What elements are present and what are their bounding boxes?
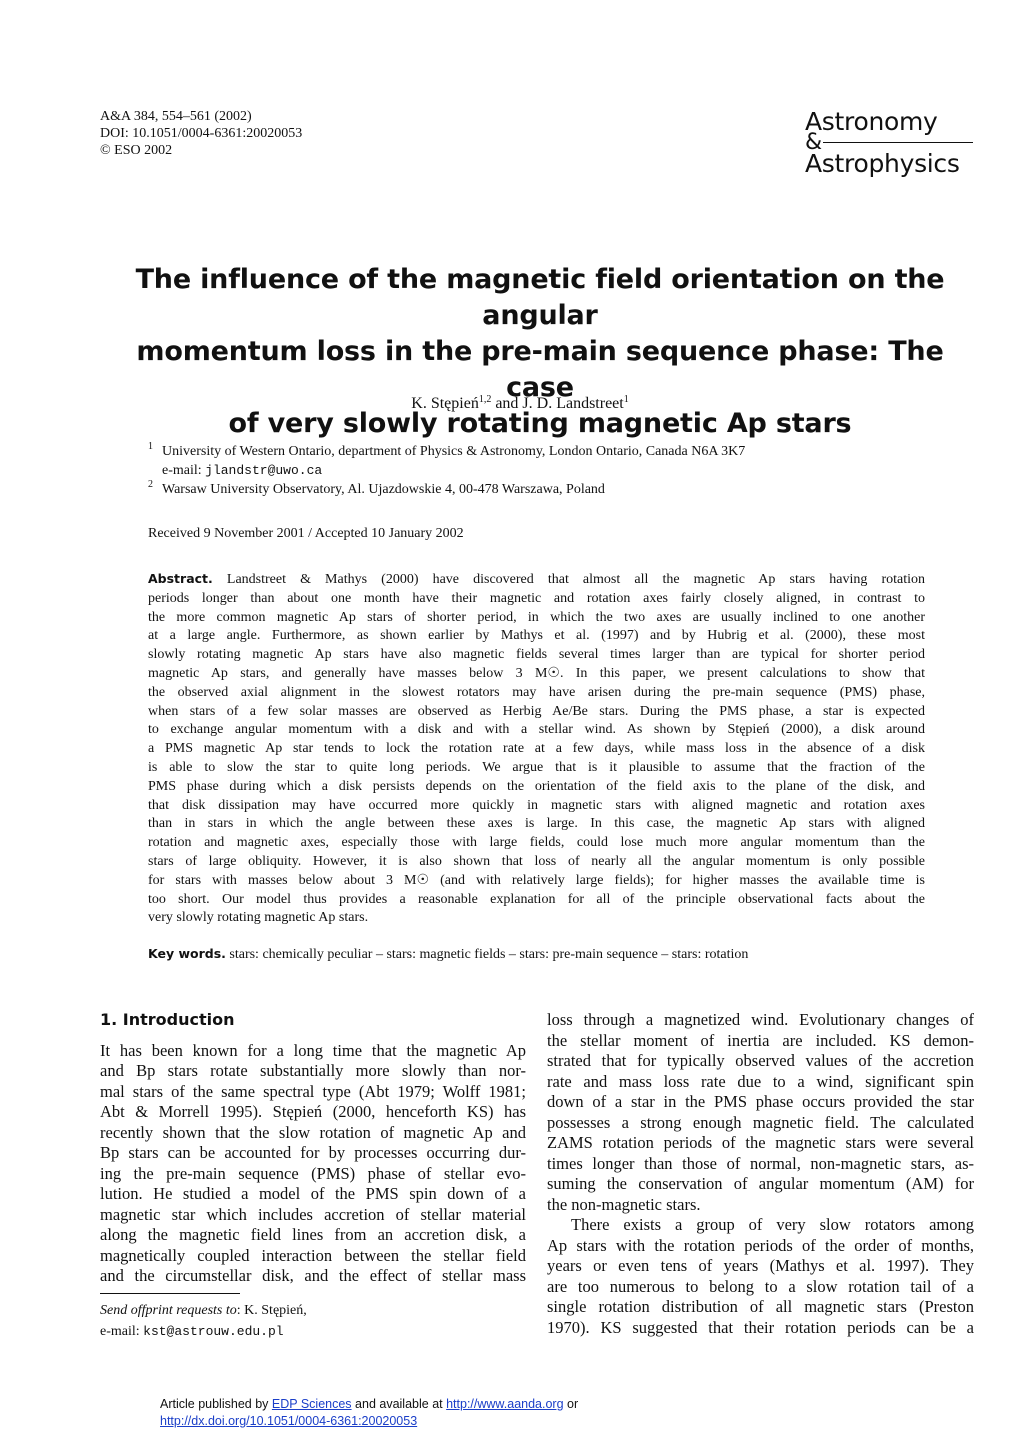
body-line: It has been known for a long time that the magnetic Ap: [100, 1040, 526, 1060]
author-stepien: K. Stępień: [411, 395, 479, 412]
body-line: years or even tens of years (Mathys et al. 1997). They: [547, 1256, 974, 1275]
journal-logo: [805, 108, 973, 178]
body-line: the stellar moment of inertia are included. KS demon-: [547, 1030, 974, 1050]
email-link[interactable]: jlandstr@uwo.ca: [205, 463, 323, 478]
email-label: e-mail:: [162, 463, 202, 478]
abstract-line: is able to slow the star to quite long periods. We argue that is it plausible to assume that the fraction of the: [148, 759, 925, 775]
footnote-email-line: [100, 1321, 307, 1342]
body-line: along the magnetic field lines from an accretion disk, a: [100, 1225, 526, 1244]
column-right: [547, 1010, 974, 1338]
logo-ampersand-row: [805, 130, 973, 155]
journal-citation-block: [100, 108, 302, 159]
body-line: 1970). KS suggested that their rotation periods can be a: [547, 1317, 974, 1337]
body-line: Abt & Morrell 1995). Stępień (2000, henceforth KS) has: [100, 1102, 526, 1121]
footnote-rule: [100, 1293, 240, 1294]
body-line: possesses a strong enough magnetic field. The calculated: [547, 1112, 974, 1132]
body-line: magnetically coupled interaction between the stellar field: [100, 1245, 526, 1265]
affiliation-email-row: [148, 461, 938, 480]
body-line: mal stars of the same spectral type (Abt 1979; Wolff 1981;: [100, 1081, 526, 1101]
abstract-line: PMS phase during which a disk persists depends on the orientation of the field axis to the plane of the disk, and: [148, 778, 925, 794]
body-line: Bp stars can be accounted for by processes occurring dur-: [100, 1143, 526, 1162]
abstract-line: a PMS magnetic Ap star tends to lock the rotation rate at a few days, while mass loss in the absence of a disk: [148, 741, 925, 757]
body-line: loss through a magnetized wind. Evolutionary changes of: [547, 1010, 974, 1029]
footnote-email-link[interactable]: kst@astrouw.edu.pl: [143, 1324, 284, 1339]
offprint-name: : K. Stępień,: [236, 1303, 307, 1318]
affiliation-text: Warsaw University Observatory, Al. Ujazdowskie 4, 00-478 Warszawa, Poland: [162, 482, 605, 497]
abstract-line: than in stars in which the angle between these axes is large. In this case, the magnetic Ap stars with aligned: [148, 816, 925, 832]
copyright: © ESO 2002: [100, 143, 173, 158]
author-sup: 1,2: [478, 394, 492, 405]
abstract-line: very slowly rotating magnetic Ap stars.: [148, 910, 369, 926]
logo-astrophysics: Astrophysics: [805, 149, 960, 178]
edp-sciences-link[interactable]: EDP Sciences: [271, 1397, 352, 1411]
abstract-line: at a large angle. Furthermore, as shown earlier by Mathys et al. (1997) and by Hubrig et al. (2000), these most: [148, 628, 925, 644]
received-dates: Received 9 November 2001 / Accepted 10 January 2002: [148, 526, 464, 541]
body-line: and the circumstellar disk, and the effect of stellar mass: [100, 1266, 526, 1285]
abstract-line: magnetic Ap stars, and generally have masses below 3 M☉. In this paper, we present calculations to show that: [148, 665, 925, 681]
body-line: single rotation distribution of all magnetic stars (Preston: [547, 1297, 974, 1316]
logo-astronomy: Astronomy: [805, 107, 938, 136]
author-landstreet: and J. D. Landstreet: [495, 395, 624, 412]
body-line: recently shown that the slow rotation of magnetic Ap and: [100, 1122, 526, 1142]
abstract-line: stars of large obliquity. However, it is also shown that loss of nearly all the angular momentum is only possible: [148, 853, 925, 869]
abstract-line: the observed axial alignment in the slowest rotators may have arisen during the pre-main sequence (PMS) phase,: [148, 684, 925, 700]
body-line: magnetic star which includes accretion of stellar material: [100, 1204, 526, 1224]
offprint-label: Send offprint requests to: [100, 1303, 237, 1318]
abstract-label: Abstract.: [148, 571, 213, 586]
body-line: rate and mass loss rate due to a wind, significant spin: [547, 1071, 974, 1091]
abstract-line: too short. Our model thus provides a reasonable explanation for all of the principle observational facts about the: [148, 891, 925, 907]
footer-line: [160, 1413, 860, 1430]
body-line: suming the conservation of angular momentum (AM) for: [547, 1174, 974, 1193]
column-left: [100, 1010, 526, 1287]
title-line: of very slowly rotating magnetic Ap stars: [228, 408, 852, 439]
paper-title: [100, 262, 980, 442]
affiliation-1: [148, 442, 938, 461]
affiliation-number: 2: [148, 479, 153, 490]
body-line: the non-magnetic stars.: [547, 1194, 701, 1214]
logo-rule: [823, 142, 973, 143]
affiliations: [148, 442, 938, 499]
body-line: and Bp stars rotate substantially more slowly than nor-: [100, 1061, 526, 1080]
body-line: times longer than those of normal, non-magnetic stars, as-: [547, 1153, 974, 1173]
body-line: There exists a group of very slow rotators among: [571, 1215, 974, 1234]
publisher-footer: [160, 1396, 860, 1429]
section-heading: 1. Introduction: [100, 1010, 235, 1029]
footnote: [100, 1300, 307, 1342]
doi-link[interactable]: http://dx.doi.org/10.1051/0004-6361:20020053: [160, 1413, 418, 1428]
abstract-line: Abstract. Landstreet & Mathys (2000) have discovered that almost all the magnetic Ap stars having rotation: [148, 571, 926, 587]
title-line: The influence of the magnetic field orientation on the angular: [135, 264, 945, 331]
body-line: ZAMS rotation periods of the magnetic stars were several: [547, 1133, 974, 1152]
abstract-line: for stars with masses below about 3 M☉ (and with relatively large fields); for higher masses the available time is: [148, 872, 925, 888]
title-line: momentum loss in the pre-main sequence phase: The case: [136, 336, 944, 403]
author-sup: 1: [623, 394, 629, 405]
body-line: strated that for typically observed values of the accretion: [547, 1051, 974, 1070]
abstract-line: periods longer than about one month have their magnetic and rotation axes fairly closely aligned, in contrast to: [148, 590, 925, 606]
abstract-line: to exchange angular momentum with a disk and with a stellar wind. As shown by Stępień (2000), a disk around: [148, 722, 925, 738]
keywords-text: stars: chemically peculiar – stars: magnetic fields – stars: pre-main sequence – stars: rotation: [229, 947, 749, 962]
body-line: ing the pre-main sequence (PMS) phase of stellar evo-: [100, 1163, 526, 1183]
doi: DOI: 10.1051/0004-6361:20020053: [100, 126, 303, 141]
keywords-label: Key words.: [148, 946, 226, 961]
abstract-line: that disk dissipation may have occurred more quickly in magnetic stars with aligned magnetic and rotation axes: [148, 797, 925, 813]
keywords: [148, 946, 748, 963]
body-line: are too numerous to belong to a slow rotation tail of a: [547, 1276, 974, 1296]
logo-ampersand: &: [805, 130, 823, 155]
body-line: down of a star in the PMS phase occurs provided the star: [547, 1092, 974, 1111]
affiliation-2: [148, 480, 938, 499]
abstract: [148, 570, 925, 928]
affiliation-text: University of Western Ontario, department of Physics & Astronomy, London Ontario, Canada N6A 3K7: [162, 444, 746, 459]
abstract-line: the more common magnetic Ap stars of shorter period, in which the two axes are usually inclined to one another: [148, 609, 925, 625]
offprint-line: [100, 1300, 307, 1321]
aanda-link[interactable]: http://www.aanda.org: [446, 1397, 564, 1411]
abstract-line: when stars of a few solar masses are observed as Herbig Ae/Be stars. During the PMS phase, a star is expected: [148, 703, 925, 719]
abstract-line: slowly rotating magnetic Ap stars have also magnetic fields several times larger than are typical for shorter period: [148, 647, 925, 663]
email-label: e-mail:: [100, 1324, 140, 1339]
body-line: Ap stars with the rotation periods of the order of months,: [547, 1235, 974, 1255]
authors: [100, 395, 940, 413]
abstract-line: rotation and magnetic axes, especially those with large fields, could lose much more angular momentum than the: [148, 835, 925, 851]
citation: A&A 384, 554–561 (2002): [100, 109, 252, 124]
body-line: lution. He studied a model of the PMS spin down of a: [100, 1184, 526, 1203]
affiliation-number: 1: [148, 441, 153, 452]
footer-line: Article published by EDP Sciences and available at http://www.aanda.org or: [160, 1397, 579, 1411]
